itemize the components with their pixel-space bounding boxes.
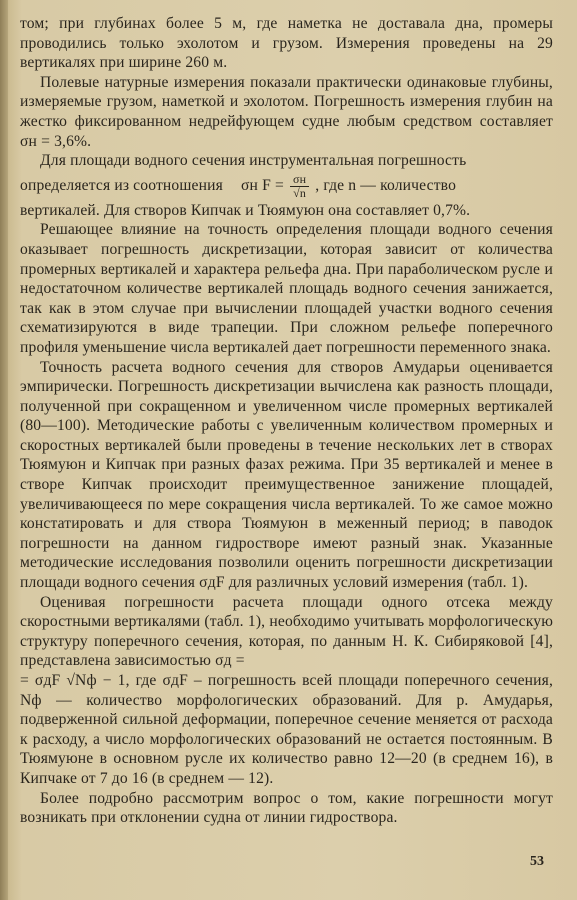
paragraph-8: = σдF √Nф − 1, где σдF – погрешность всей площади поперечного сечения, Nф — количество морфологических образований. Для р. Амударья, подверженной сильной деформации, поперечное сечение меняется от расхода к расходу, а число морфологических образований не остается постоянным. В Тюямуюне в основном русле их количество равно 12—20 (в среднем 16), в Кипчаке от 7 до 16 (в среднем — 12). (20, 672, 553, 787)
formula-fraction (290, 173, 309, 200)
paragraph-1: том; при глубинах более 5 м, где наметка не доставала дна, промеры проводились только эхолотом и грузом. Измерения проведены на 29 вертикалях при ширине 260 м. (20, 15, 553, 72)
paragraph-4: вертикалей. Для створов Кипчак и Тюямуюн она составляет 0,7%. (20, 201, 471, 219)
paragraph-9: Более подробно рассмотрим вопрос о том, какие погрешности могут возникать при отклонении судна от линии гидроствора. (20, 789, 553, 827)
paragraph-6: Точность расчета водного сечения для створов Амударьи оценивается эмпирически. Погрешность дискретизации вычислена как разность площади, полученной при сокращенном и увеличенном числе промерных вертикалей (80—100). Методические работы с увеличенным количеством промерных и скоростных вертикалей были проведены в течение нескольких лет в створах Тюямуюн и Кипчак при разных фазах режима. При 35 вертикалей и менее в створе Кипчак происходит преимущественное занижение площадей, увеличивающееся по мере сокращения числа вертикалей. То же самое можно констатировать и для створа Тюямуюн в меженный период; в паводок погрешности на данном гидростворе имеют разный знак. Указанные методические исследования позволили оценить погрешности дискретизации площади водного сечения σдF для различных условий измерения (табл. 1). (20, 358, 553, 592)
page-number: 53 (530, 854, 544, 869)
paragraph-7: Оценивая погрешности расчета площади одного отсека между скоростными вертикалями (табл. 1), необходимо учитывать морфологическую структуру поперечного сечения, которая, по данным Н. К. Сибиряковой [4], представлена зависимостью σд = (20, 593, 553, 670)
formula-denominator: √n (293, 185, 306, 200)
formula-suffix: , где n — количество (315, 176, 457, 194)
formula-prefix: определяется из соотношения (20, 176, 223, 194)
formula-line (20, 171, 553, 201)
formula-lhs: σн F = (240, 176, 284, 194)
page-binding-edge (0, 0, 8, 900)
paragraph-3: Для площади водного сечения инструментальная погрешность (40, 152, 467, 170)
paragraph-5: Решающее влияние на точность определения площади водного сечения оказывает погрешность дискретизации, которая зависит от количества промерных вертикалей и характера рельефа дна. При параболическом русле и недостаточном количестве вертикалей площадь водного сечения занижается, так как в этом случае при вычислении площадей участки водного сечения схематизируются в виде трапеции. При сложном рельефе поперечного профиля уменьшение числа вертикалей дает погрешности переменного знака. (20, 221, 553, 356)
formula-numerator: σн (290, 173, 309, 187)
paragraph-2: Полевые натурные измерения показали практически одинаковые глубины, измеряемые грузом, наметкой и эхолотом. Погрешность измерения глубин на жестко фиксированном недрейфующем судне любым средством составляет σн = 3,6%. (20, 73, 553, 150)
body-text (20, 14, 553, 828)
